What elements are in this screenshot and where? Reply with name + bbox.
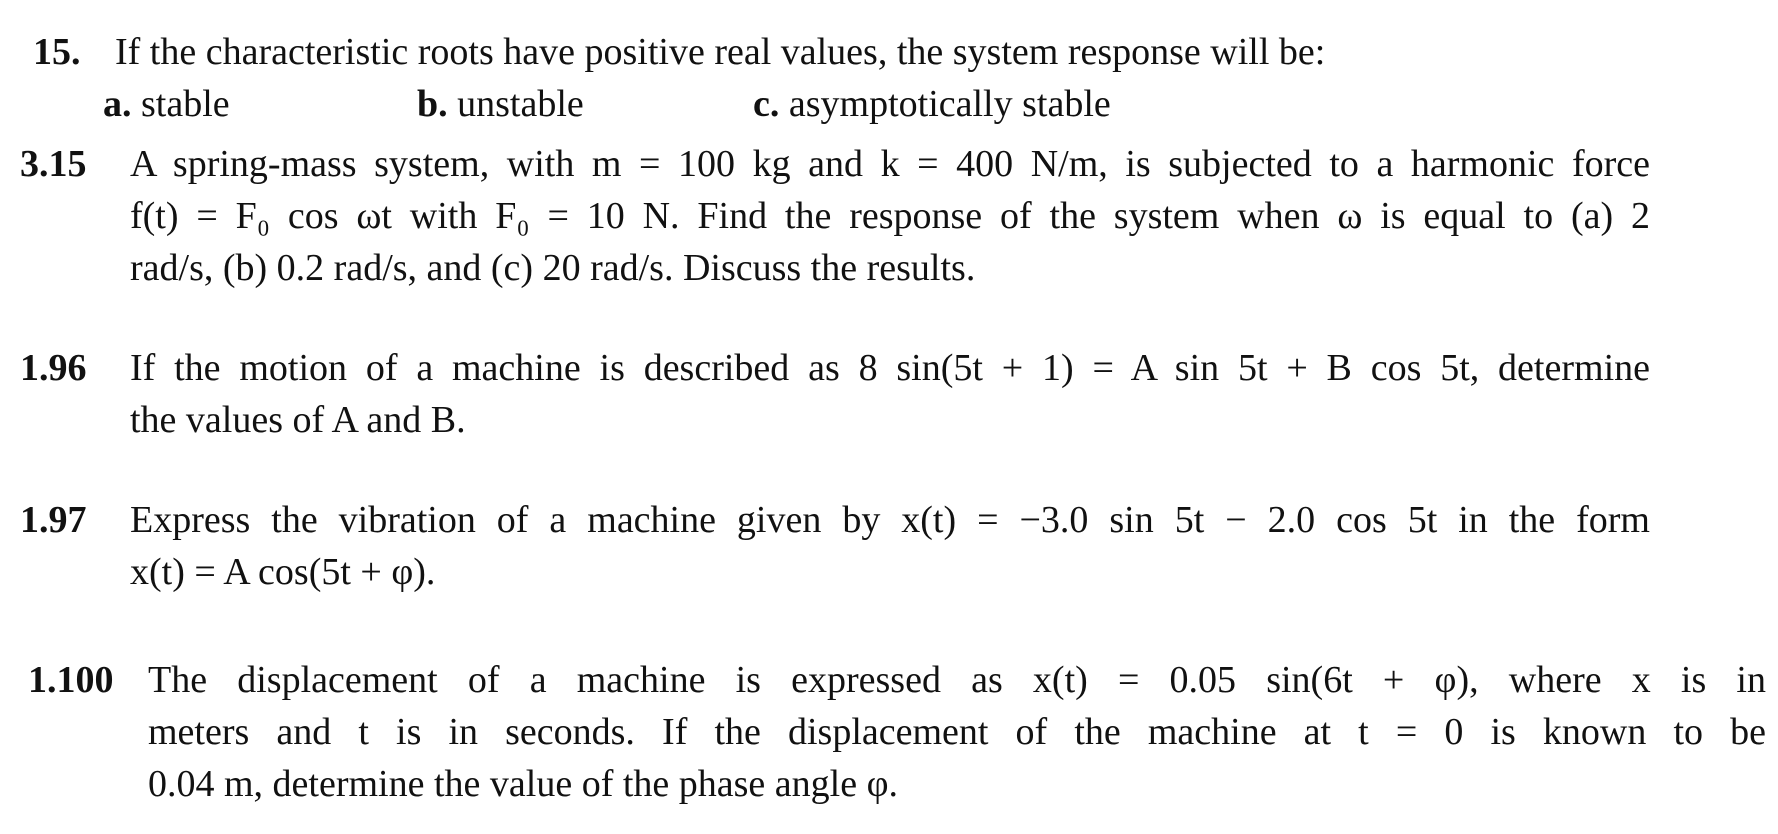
problem-line: If the characteristic roots have positive real values, the system response will be: [115, 31, 1326, 73]
problem-line: 0.04 m, determine the value of the phase angle φ. [148, 763, 899, 805]
option-text: unstable [457, 83, 584, 125]
problem-3-15 [20, 138, 1670, 298]
problem-number: 1.97 [20, 499, 87, 541]
problem-15 [33, 26, 1533, 136]
option-text: asymptotically stable [788, 83, 1111, 125]
option-text: stable [141, 83, 230, 125]
problem-1-97 [20, 494, 1670, 604]
problem-text [115, 26, 1325, 78]
problem-line: f(t) = F₀ cos ωt with F₀ = 10 N. Find the response of the system when ω is equal to (a) 2 [130, 195, 1650, 237]
problem-number: 3.15 [20, 143, 87, 185]
problem-1-100 [28, 654, 1768, 814]
option-a [103, 78, 230, 130]
problem-line: If the motion of a machine is described as 8 sin(5t + 1) = A sin 5t + B cos 5t, determine [130, 347, 1650, 389]
option-letter: a. [103, 83, 132, 125]
problem-number: 15. [33, 31, 81, 73]
problem-1-96 [20, 342, 1670, 452]
option-letter: c. [753, 83, 780, 125]
problem-line: x(t) = A cos(5t + φ). [130, 551, 436, 593]
problem-text [130, 494, 1650, 598]
problem-number: 1.96 [20, 347, 87, 389]
option-letter: b. [417, 83, 448, 125]
option-c [753, 78, 1111, 130]
problem-number: 1.100 [28, 659, 114, 701]
problem-line: Express the vibration of a machine given by x(t) = −3.0 sin 5t − 2.0 cos 5t in the form [130, 499, 1650, 541]
problem-line: meters and t is in seconds. If the displacement of the machine at t = 0 is known to be [148, 711, 1766, 753]
problem-line: the values of A and B. [130, 399, 466, 441]
problem-text [148, 654, 1766, 810]
problem-line: A spring-mass system, with m = 100 kg and k = 400 N/m, is subjected to a harmonic force [130, 143, 1650, 185]
option-b [417, 78, 584, 130]
problem-line: rad/s, (b) 0.2 rad/s, and (c) 20 rad/s. Discuss the results. [130, 247, 976, 289]
problem-line: The displacement of a machine is expressed as x(t) = 0.05 sin(6t + φ), where x is in [148, 659, 1766, 701]
problem-text [130, 342, 1650, 446]
problem-text [130, 138, 1650, 294]
